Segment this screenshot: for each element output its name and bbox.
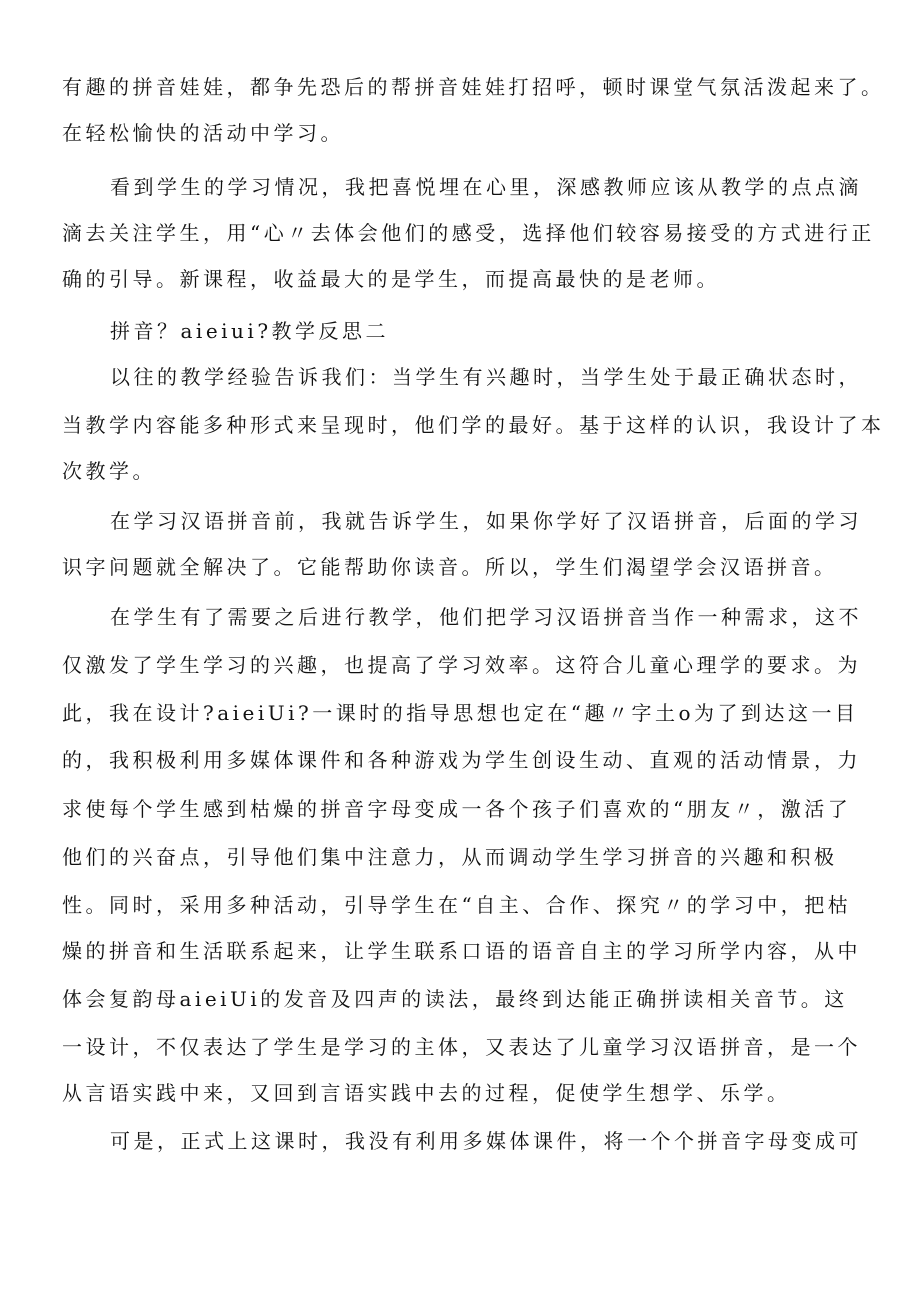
paragraph-line: 体会复韵母aieiUi的发音及四声的读法，最终到达能正确拼读相关音节。这: [62, 987, 848, 1011]
paragraph-line: 当教学内容能多种形式来呈现时，他们学的最好。基于这样的认识，我设计了本: [62, 413, 885, 437]
paragraph-line: 以往的教学经验告诉我们：当学生有兴趣时，当学生处于最正确状态时，: [110, 365, 862, 389]
paragraph-line: 性。同时，采用多种活动，引导学生在“自主、合作、探究〃的学习中，把枯: [62, 893, 852, 917]
paragraph-line: 燥的拼音和生活联系起来，让学生联系口语的语音自主的学习所学内容，从中: [62, 939, 861, 963]
paragraph-line: 一设计，不仅表达了学生是学习的主体，又表达了儿童学习汉语拼音，是一个: [62, 1035, 861, 1059]
paragraph-line: 滴去关注学生，用“心〃去体会他们的感受，选择他们较容易接受的方式进行正: [62, 221, 875, 245]
section-heading: 拼音？aieiui?教学反思二: [110, 319, 390, 343]
paragraph-line: 他们的兴奋点，引导他们集中注意力，从而调动学生学习拼音的兴趣和积极: [62, 845, 838, 869]
paragraph-line: 从言语实践中来，又回到言语实践中去的过程，促使学生想学、乐学。: [62, 1081, 791, 1105]
paragraph-line: 求使每个学生感到枯燥的拼音字母变成一各个孩子们喜欢的“朋友〃，激活了: [62, 797, 852, 821]
paragraph-line: 确的引导。新课程，收益最大的是学生，而提高最快的是老师。: [62, 267, 720, 291]
paragraph-line: 在轻松愉快的活动中学习。: [62, 121, 344, 145]
paragraph-line: 仅激发了学生学习的兴趣，也提高了学习效率。这符合儿童心理学的要求。为: [62, 653, 861, 677]
paragraph-line: 次教学。: [62, 459, 156, 483]
paragraph-line: 在学习汉语拼音前，我就告诉学生，如果你学好了汉语拼音，后面的学习: [110, 509, 862, 533]
paragraph-line: 识字问题就全解决了。它能帮助你读音。所以，学生们渴望学会汉语拼音。: [62, 555, 838, 579]
paragraph-line: 看到学生的学习情况，我把喜悦埋在心里，深感教师应该从教学的点点滴: [110, 175, 862, 199]
paragraph-line: 有趣的拼音娃娃，都争先恐后的帮拼音娃娃打招呼，顿时课堂气氛活泼起来了。: [62, 75, 885, 99]
paragraph-line: 的，我积极利用多媒体课件和各种游戏为学生创设生动、直观的活动情景，力: [62, 748, 861, 772]
paragraph-line: 可是，正式上这课时，我没有利用多媒体课件，将一个个拼音字母变成可: [110, 1129, 862, 1153]
paragraph-line: 在学生有了需要之后进行教学，他们把学习汉语拼音当作一种需求，这不: [110, 605, 862, 629]
paragraph-line: 此，我在设计?aieiUi?一课时的指导思想也定在“趣〃字土o为了到达这一目: [62, 701, 859, 725]
